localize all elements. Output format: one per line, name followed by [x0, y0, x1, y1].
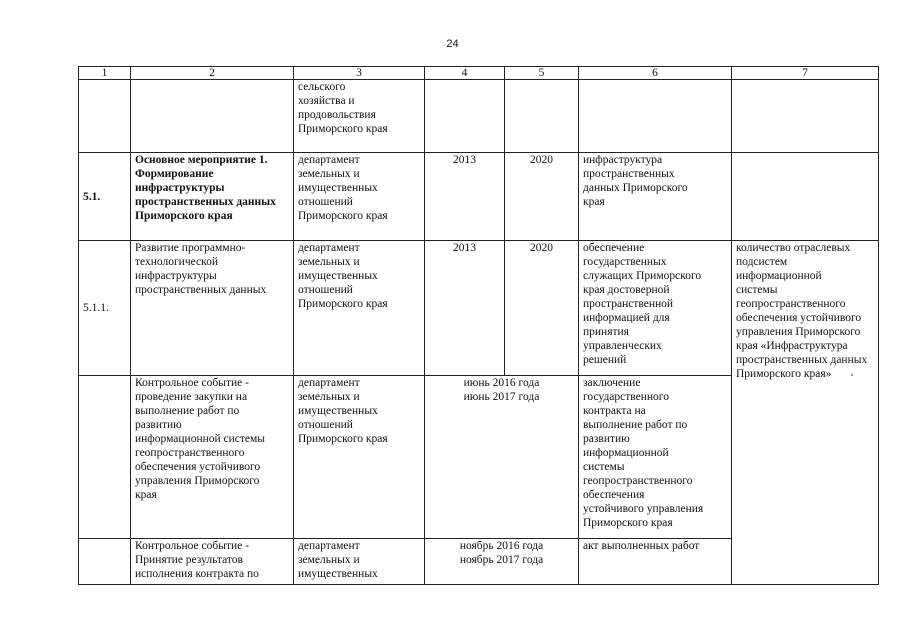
cell-end: [505, 80, 579, 153]
column-number-6: 6: [579, 67, 732, 80]
expected-result: акт выполненных работ: [579, 539, 732, 585]
column-number-4: 4: [425, 67, 505, 80]
expected-result: инфраструктура пространственных данных Приморского края: [579, 153, 732, 241]
start-year: 2013: [425, 153, 505, 241]
activity-title: Контрольное событие - проведение закупки на выполнение работ по развитию информационной системы геопространственного обеспечения устойчивого управления Приморского края: [131, 376, 294, 539]
expected-result: обеспечение государственных служащих Приморского края достоверной пространственной информацией для принятия управленческих решений: [579, 241, 732, 376]
start-year: 2013: [425, 241, 505, 376]
activity-title: Развитие программно- технологической инфраструктуры пространственных данных: [131, 241, 294, 376]
activity-title: Основное мероприятие 1. Формирование инфраструктуры пространственных данных Приморского края: [131, 153, 294, 241]
row-number: 5.1.: [79, 153, 131, 241]
table-header-row: [79, 67, 879, 80]
indicator: количество отраслевых подсистем информационной системы геопространственного обеспечения устойчивого управления Приморского края «Инфраструктура пространственных данных Приморского края»: [732, 241, 879, 585]
column-number-7: 7: [732, 67, 879, 80]
indicator: [732, 153, 879, 241]
cell-num: [79, 80, 131, 153]
scan-speck: [851, 374, 853, 376]
program-activities-table: [78, 66, 879, 585]
column-number-5: 5: [505, 67, 579, 80]
row-number: [79, 539, 131, 585]
row-number: [79, 376, 131, 539]
end-year: 2020: [505, 153, 579, 241]
table-row-5-1: [79, 153, 879, 241]
cell-result: [579, 80, 732, 153]
column-number-3: 3: [294, 67, 425, 80]
page-number: 24: [446, 38, 459, 50]
executor: департамент земельных и имущественных отношений Приморского края: [294, 241, 425, 376]
row-number: 5.1.1.: [79, 241, 131, 376]
event-dates: ноябрь 2016 года ноябрь 2017 года: [425, 539, 579, 585]
column-number-2: 2: [131, 67, 294, 80]
cell-indicator: [732, 80, 879, 153]
expected-result: заключение государственного контракта на выполнение работ по развитию информационной системы геопространственного обеспечения устойчивого управления Приморского края: [579, 376, 732, 539]
cell-start: [425, 80, 505, 153]
executor: департамент земельных и имущественных отношений Приморского края: [294, 153, 425, 241]
cell-title: [131, 80, 294, 153]
executor: департамент земельных и имущественных: [294, 539, 425, 585]
table-row-continuation: [79, 80, 879, 153]
column-number-1: 1: [79, 67, 131, 80]
executor: департамент земельных и имущественных отношений Приморского края: [294, 376, 425, 539]
event-dates: июнь 2016 года июнь 2017 года: [425, 376, 579, 539]
end-year: 2020: [505, 241, 579, 376]
activity-title: Контрольное событие - Принятие результатов исполнения контракта по: [131, 539, 294, 585]
cell-executor: сельского хозяйства и продовольствия Приморского края: [294, 80, 425, 153]
table-row-5-1-1: [79, 241, 879, 376]
